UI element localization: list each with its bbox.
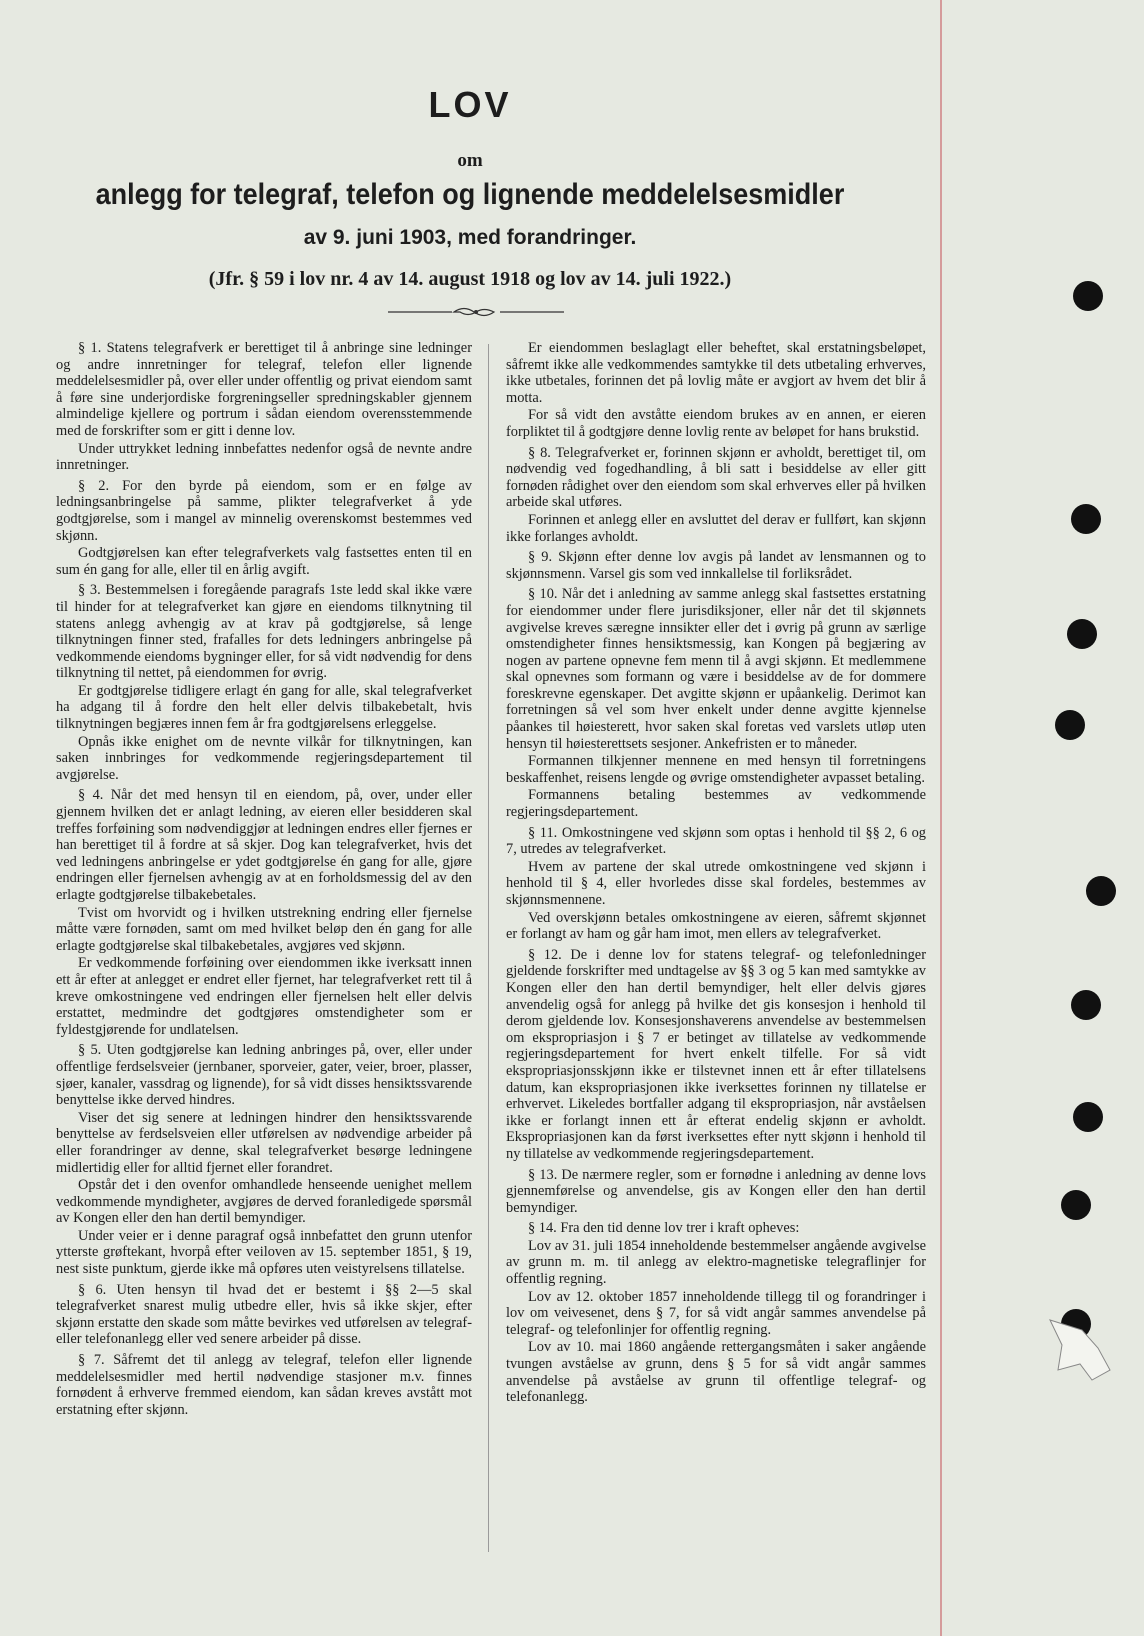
paragraph-7-2: Er eiendommen beslaglagt eller beheftet, skal erstatningsbeløpet, såfremt ikke alle vedkommendes samtykke til dets utbetaling erhverves, ikke utbetales, forinnen det på lovlig måte er avgjort av hvem det blir å motta. <box>506 340 926 406</box>
paragraph-11: § 11. Omkostningene ved skjønn som optas i henhold til §§ 2, 6 og 7, utredes av telegrafverket. <box>506 824 926 858</box>
column-rule <box>488 344 489 1552</box>
paragraph-8-2: Forinnen et anlegg eller en avsluttet del derav er fullført, kan skjønn ikke forlanges avholdt. <box>506 511 926 545</box>
ornament-divider <box>386 304 566 320</box>
paragraph-10: § 10. Når det i anledning av samme anlegg skal fastsettes erstatning for eiendommer under flere jurisdiksjoner, eller når det til skjønnets avgivelse kreves særegne innsikter eller det i øvrig på grunn av særlige omstendigheter finnes hensiktsmessig, kan Kongen på begjæring av nogen av partene opnevne fem menn til å avgi skjønn. Et medlemmene skal opnevnes som formann og være i besiddelse av de for dommere foreskrevne egenskaper. Det avgitte skjønn er upåankelig. Derimot kan forretningen så vel som hver enkelt under denne avgitte kjennelse påankes til høiesterett, hvor saken skal foretas ved varslets utløp uten hensyn til høiesterettsets sesjoner. Ankefristen er to måneder. <box>506 586 926 752</box>
law-date: av 9. juni 1903, med forandringer. <box>303 226 637 249</box>
punch-hole <box>1073 1102 1103 1132</box>
paragraph-6: § 6. Uten hensyn til hvad det er bestemt i §§ 2—5 skal telegrafverket snarest mulig utbedre eller, hvis så ikke skjer, efter skjønn erstatte den skade som måtte bevirkes ved utførelsen av telegraf- eller telefonanlegg eller ved senere arbeider på disse. <box>56 1281 472 1348</box>
paragraph-14-4: Lov av 10. mai 1860 angående rettergangsmåten i saker angående tvungen avståelse av grunn, dens § 5 for så vidt angår sammes anvendelse på avståelse av grunn til offentlige telegraf- og telefonanlegg. <box>506 1339 926 1406</box>
torn-paper-mark <box>1040 1300 1120 1390</box>
punch-hole <box>1071 504 1101 534</box>
paragraph-13: § 13. De nærmere regler, som er fornødne i anledning av denne lovs gjennemførelse og anvendelse, gis av Kongen eller den han dertil bemyndiger. <box>506 1166 926 1216</box>
paragraph-4-2: Tvist om hvorvidt og i hvilken utstrekning endring eller fjernelse måtte være fornøden, samt om med hvilket beløp den én gang for alle erlagte godtgjørelse skal tilbakebetales, avgjøres ved skjønn. <box>56 904 472 954</box>
punch-hole <box>1073 281 1103 311</box>
paragraph-1: § 1. Statens telegrafverk er berettiget til å anbringe sine ledninger og andre innretninger for telegraf, telefon eller lignende meddelelsesmidler på, over eller under offentlig og privat eiendom samt å føre sine underjordiske forgreningseller spredningskabler gjennem almindelige kjellere og portrum i sådan eiendom overensstemmende med de forskrifter som er gitt i denne lov. <box>56 340 472 439</box>
paragraph-7-3: For så vidt den avståtte eiendom brukes av en annen, er eieren forpliktet til å godtgjøre denne lovlig rente av beløpet for hans brukstid. <box>506 407 926 440</box>
punch-hole <box>1086 876 1116 906</box>
punch-hole <box>1055 710 1085 740</box>
paragraph-5-2: Viser det sig senere at ledningen hindrer den hensiktssvarende benyttelse av ferdselsveien eller utførelsen av nødvendige arbeider på eller forandringer av denne, skal telegrafverket besørge ledningene midlertidig eller for alltid fjernet eller forandret. <box>56 1109 472 1176</box>
paragraph-4: § 4. Når det med hensyn til en eiendom, på, over, under eller gjennem hvilken det er anlagt ledning, av eieren eller besidderen skal treffes forføining som nødvendiggjør at ledningen endres eller fjernes er han berettiget til å fordre at så skjer. Dog kan telegrafverket, hvis det ved ledningens anbringelse er ydet godtgjørelse én gang for alle, gjøre endringen eller fjernelsen avhengig av at en forholdsmessig del av den erlagte godtgjørelse tilbakebetales. <box>56 787 472 903</box>
paragraph-7: § 7. Såfremt det til anlegg av telegraf, telefon eller lignende meddelelsesmidler med hertil nødvendige stasjoner m.v. finnes fornødent å erhverve fremmed eiendom, kan sådan kreves avstått mot erstatning efter skjønn. <box>56 1352 472 1418</box>
paragraph-14-2: Lov av 31. juli 1854 inneholdende bestemmelser angående avgivelse av grunn m. m. til anlegg av elektro-magnetiske telegraflinjer for offentlig regning. <box>506 1237 926 1288</box>
paragraph-12: § 12. De i denne lov for statens telegraf- og telefonledninger gjeldende forskrifter med undtagelse av §§ 3 og 5 kan med samtykke av Kongen eller den han dertil bemyndiger, helt eller delvis gjøres anvendelig også for anlegg på hvilke det gis konsesjon i henhold til derom gjeldende lov. Konsesjonshaverens anvendelse av bestemmelsen om ekspropriasjon i § 7 er betinget av tillatelse av vedkommende regjeringsdepartement for hvert enkelt tilfelle. For så vidt ekspropriasjonsskjønn ikke er tilstevnet innen ett år efter tillatelsens datum, kan ekspropriasjonen ikke iverksettes forinnen ny tillatelse er erhvervet. Likeledes bortfaller adgang til ekspropriasjon, når avståelsen ikke er forlangt innen ett år efterat endelig skjønn er avholdt. Ekspropriasjonen kan da først iverksettes efter nytt skjønn i henhold til ny tillatelse av vedkommende regjeringsdepartement. <box>506 946 926 1162</box>
paragraph-11-3: Ved overskjønn betales omkostningene av eieren, såfremt skjønnet er forlangt av ham og går ham imot, men ellers av telegrafverket. <box>506 909 926 943</box>
paragraph-10-2: Formannen tilkjenner mennene en med hensyn til forretningens beskaffenhet, reisens lengde og øvrige omstendigheter avpasset betaling. <box>506 753 926 786</box>
paragraph-1-2: Under uttrykket ledning innbefattes nedenfor også de nevnte andre innretninger. <box>56 440 472 474</box>
paragraph-4-3: Er vedkommende forføining over eiendommen ikke iverksatt innen ett år efter at anlegget er endret eller fjernet, har telegrafverket rett til å kreve omkostningene ved endringen eller fjernelsen helt eller delvis erstattet, medmindre det godtgjøres omstendigheter som er fyldestgjørende for undlatelsen. <box>56 955 472 1038</box>
paragraph-5-3: Opstår det i den ovenfor omhandlede henseende uenighet mellem vedkommende myndigheter, avgjøres de derved foranledigede spørsmål av Kongen eller den han dertil bemyndiger. <box>56 1177 472 1227</box>
paragraph-14: § 14. Fra den tid denne lov trer i kraft opheves: <box>528 1220 800 1237</box>
paragraph-3-2: Er godtgjørelse tidligere erlagt én gang for alle, skal telegrafverket ha adgang til å fordre den helt eller delvis tilbakebetalt, hvis tilknytningen begjæres innen fem år fra godtgjørelsens erleggelse. <box>56 682 472 733</box>
paragraph-2: § 2. For den byrde på eiendom, som er en følge av ledningsanbringelse på samme, plikter telegrafverket å yde godtgjørelse, som i mangel av minnelig overenskomst bestemmes ved skjønn. <box>56 477 472 544</box>
punch-hole <box>1067 619 1097 649</box>
left-column <box>56 340 472 1422</box>
law-subject: anlegg for telegraf, telefon og lignende meddelelsesmidler <box>95 178 845 211</box>
paragraph-5: § 5. Uten godtgjørelse kan ledning anbringes på, over, eller under offentlige ferdselsveier (jernbaner, sporveier, gater, veier, broer, plasser, sjøer, kanaler, vassdrag og lignende), for så vidt disses hensiktssvarende benyttelse ikke derved hindres. <box>56 1042 472 1109</box>
paragraph-3-3: Opnås ikke enighet om de nevnte vilkår for tilknytningen, kan saken innbringes for vedkommende regjeringsdepartement til avgjørelse. <box>56 733 472 783</box>
law-heading-om: om <box>457 150 483 171</box>
right-column <box>506 340 926 1410</box>
punch-hole <box>1071 990 1101 1020</box>
law-heading: LOV <box>428 84 512 125</box>
paragraph-2-2: Godtgjørelsen kan efter telegrafverkets valg fastsettes enten til en sum én gang for alle, eller til en årlig avgift. <box>56 545 472 578</box>
paragraph-8: § 8. Telegrafverket er, forinnen skjønn er avholdt, berettiget til, om nødvendig ved fogedhandling, å bli satt i besiddelse av eller gitt fornøden rådighet over den eiendom som skal erhverves eller på hvilken arbeide skal utføres. <box>506 444 926 511</box>
paragraph-3: § 3. Bestemmelsen i foregående paragrafs 1ste ledd skal ikke være til hinder for at telegrafverket kan gjøre en eiendoms tilknytning til statens anlegg avhengig av at krav på godtgjørelse, så lenge tilknytningen finner sted, frafalles for dets ledningers anbringelse på vedkommende eiendoms bygninger eller, for så vidt nødvendig for dens tilknytning til nettet, på eiendommen for øvrig. <box>56 582 472 682</box>
paragraph-14-3: Lov av 12. oktober 1857 inneholdende tillegg til og forandringer i lov om veivesenet, dens § 7, for så vidt angår sammes anvendelse på telegraf- og telefonlinjer for offentlig regning. <box>506 1288 926 1338</box>
law-reference: (Jfr. § 59 i lov nr. 4 av 14. august 1918 og lov av 14. juli 1922.) <box>208 268 732 290</box>
margin-line <box>940 0 942 1636</box>
paragraph-9: § 9. Skjønn efter denne lov avgis på landet av lensmannen og to skjønnsmenn. Varsel gis som ved innkallelse til forliksrådet. <box>506 549 926 582</box>
paragraph-10-3: Formannens betaling bestemmes av vedkommende regjeringsdepartement. <box>506 787 926 821</box>
paragraph-5-4: Under veier er i denne paragraf også innbefattet den grunn utenfor ytterste grøftekant, hvorpå efter veiloven av 15. september 1851, § 19, nest siste punktum, gjerde ikke må opføres uten veistyrelsens tillatelse. <box>56 1227 472 1278</box>
paragraph-11-2: Hvem av partene der skal utrede omkostningene ved skjønn i henhold til § 4, eller hvorledes disse skal fordeles, bestemmes av skjønnsmennene. <box>506 858 926 908</box>
punch-hole <box>1061 1190 1091 1220</box>
